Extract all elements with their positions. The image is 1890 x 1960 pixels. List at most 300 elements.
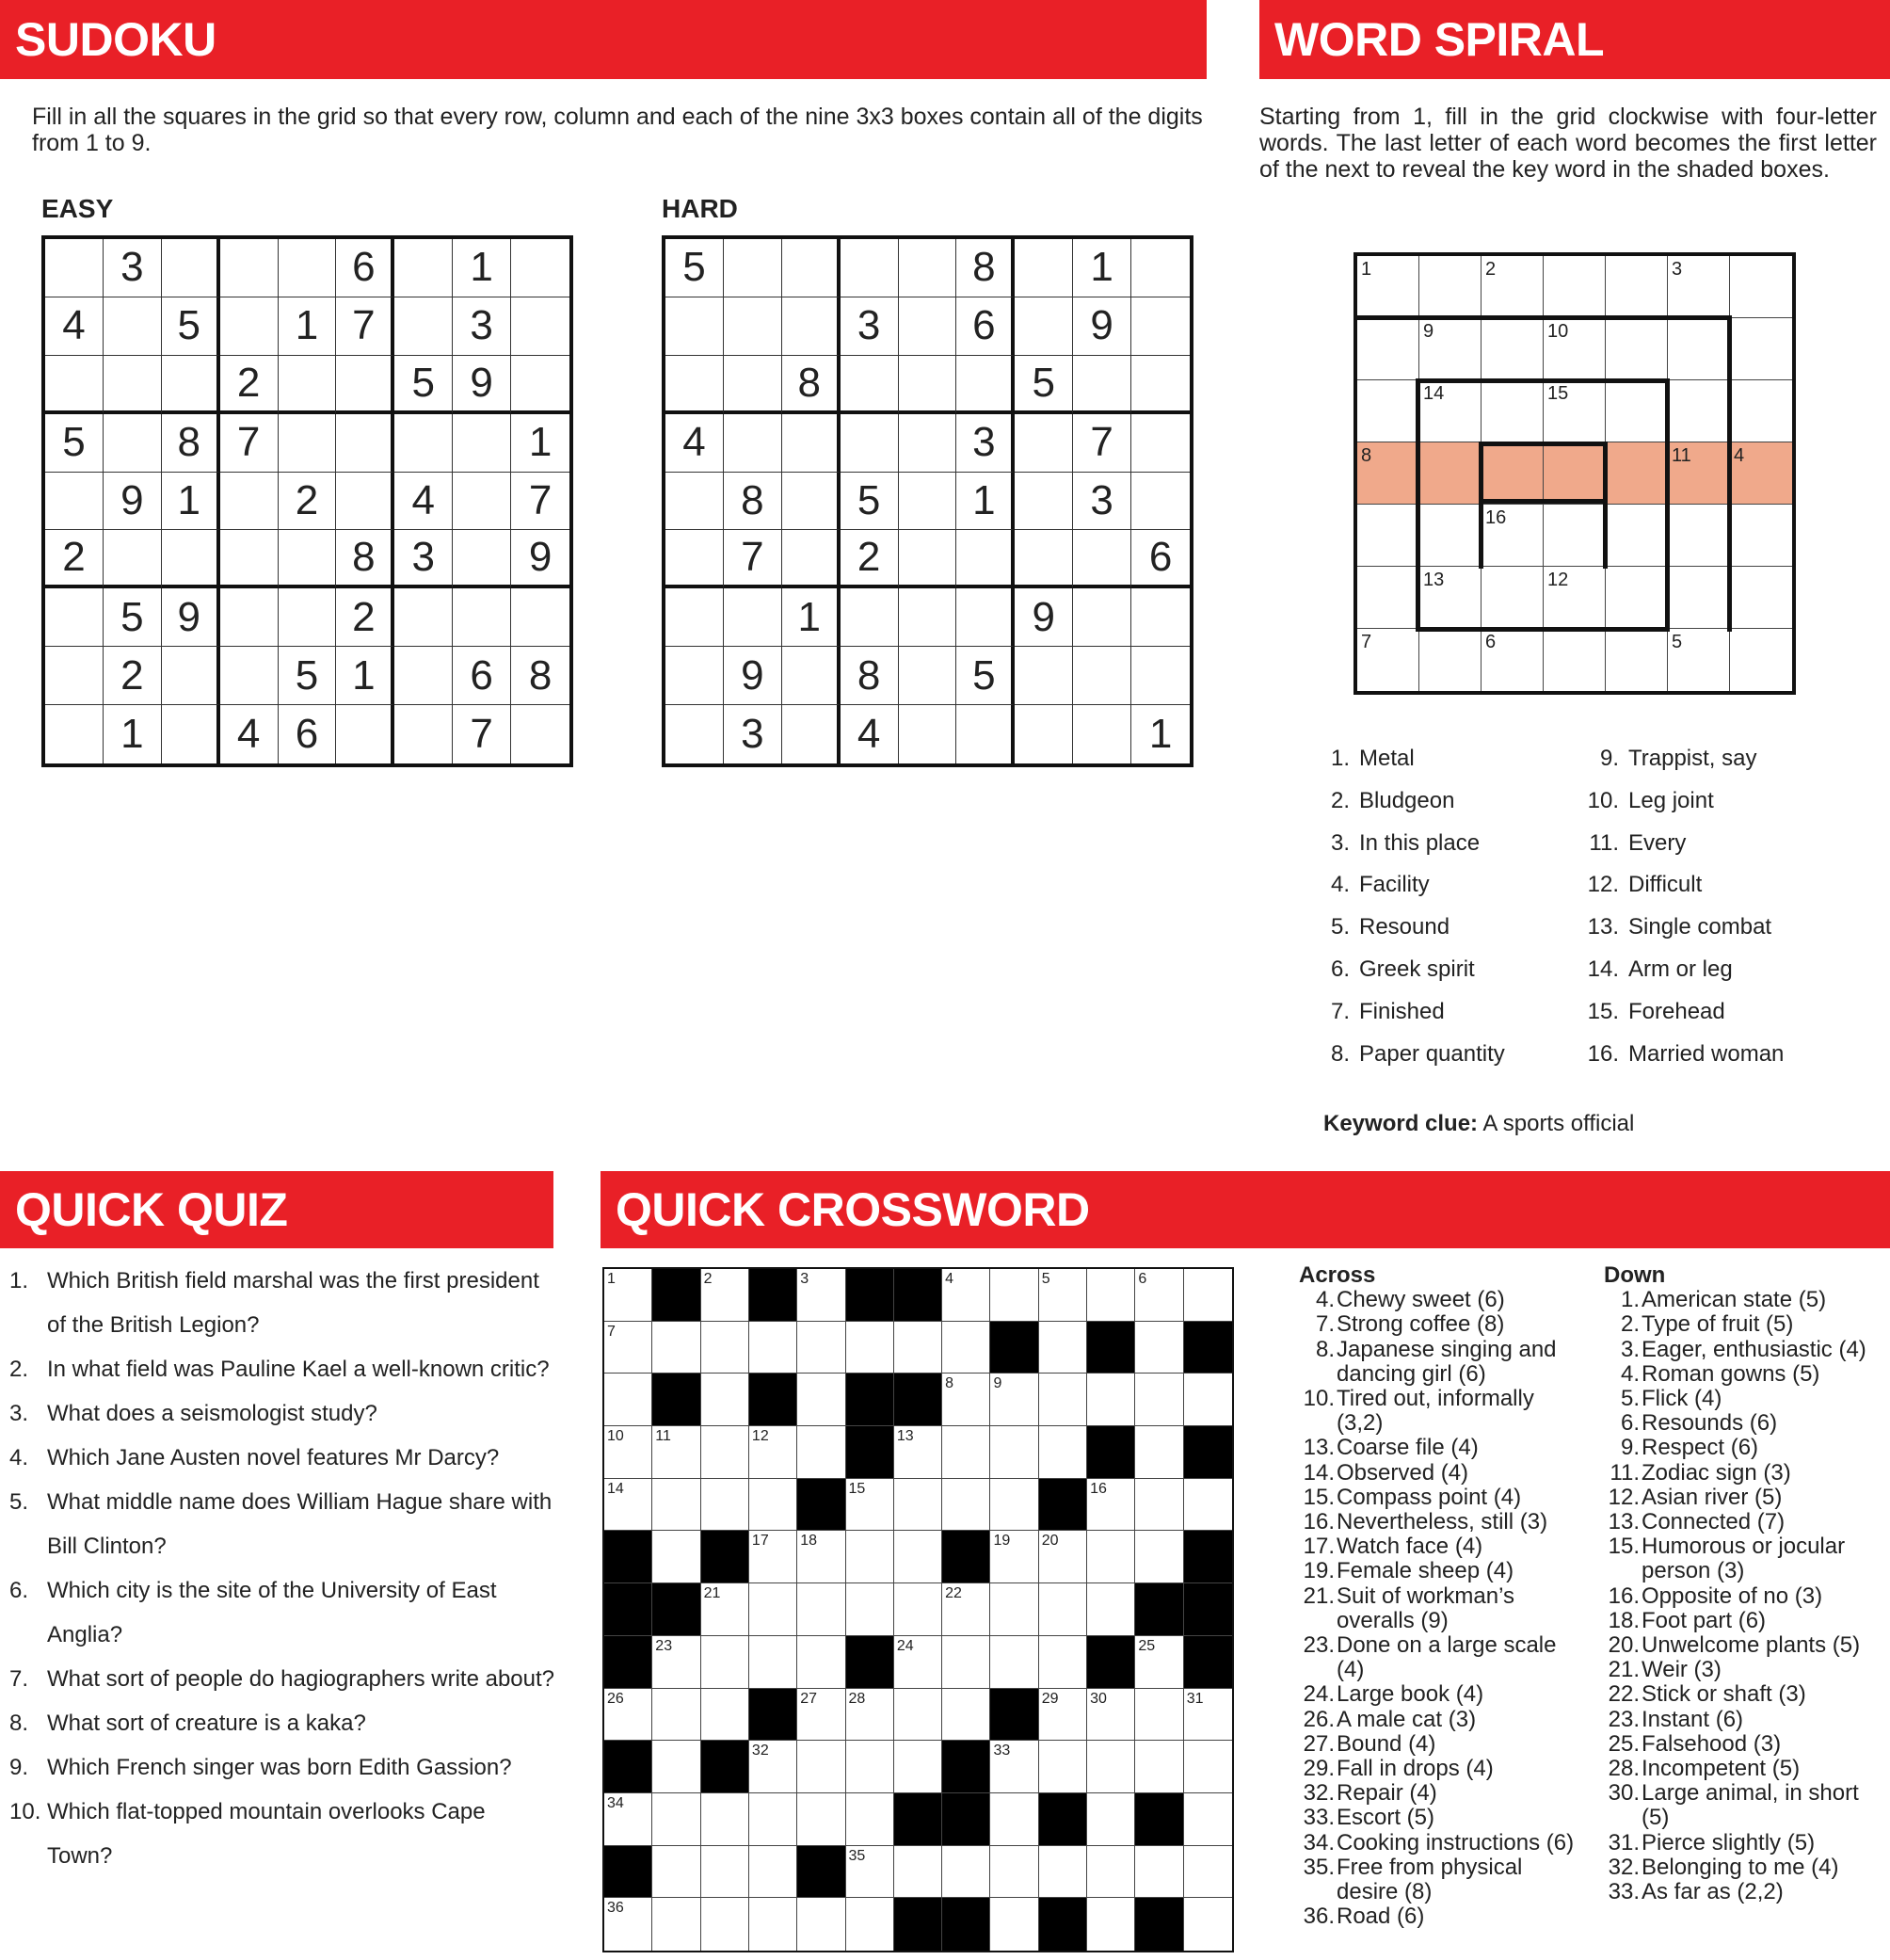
sudoku-cell[interactable]	[45, 705, 104, 763]
crossword-cell[interactable]	[1039, 1269, 1087, 1322]
crossword-cell[interactable]	[846, 1846, 894, 1899]
crossword-cell[interactable]	[942, 1479, 990, 1532]
sudoku-cell[interactable]	[45, 588, 104, 647]
crossword-cell[interactable]	[1039, 1322, 1087, 1374]
sudoku-cell[interactable]	[45, 647, 104, 705]
sudoku-cell[interactable]: 7	[336, 297, 394, 356]
sudoku-cell[interactable]: 1	[279, 297, 337, 356]
sudoku-cell[interactable]	[724, 239, 782, 297]
spiral-cell[interactable]	[1668, 380, 1730, 442]
sudoku-cell[interactable]: 9	[511, 530, 569, 588]
sudoku-cell[interactable]: 2	[336, 588, 394, 647]
sudoku-cell[interactable]: 3	[394, 530, 453, 588]
crossword-cell[interactable]	[1039, 1846, 1087, 1899]
sudoku-cell[interactable]	[1015, 705, 1073, 763]
sudoku-cell[interactable]	[1015, 530, 1073, 588]
crossword-cell[interactable]	[846, 1479, 894, 1532]
sudoku-cell[interactable]	[1131, 473, 1190, 531]
crossword-cell[interactable]	[894, 1689, 942, 1742]
crossword-cell[interactable]	[846, 1689, 894, 1742]
sudoku-cell[interactable]	[162, 530, 220, 588]
crossword-cell[interactable]	[990, 1636, 1038, 1689]
sudoku-cell[interactable]	[841, 239, 899, 297]
crossword-cell[interactable]	[1184, 1898, 1232, 1951]
crossword-cell[interactable]	[797, 1636, 845, 1689]
sudoku-cell[interactable]	[665, 705, 724, 763]
crossword-cell[interactable]	[846, 1531, 894, 1583]
spiral-cell[interactable]	[1668, 442, 1730, 505]
crossword-cell[interactable]	[701, 1689, 749, 1742]
crossword-cell[interactable]	[701, 1636, 749, 1689]
crossword-cell[interactable]	[749, 1846, 797, 1899]
crossword-cell[interactable]	[990, 1583, 1038, 1636]
crossword-cell[interactable]	[942, 1426, 990, 1479]
spiral-cell[interactable]	[1606, 380, 1668, 442]
sudoku-cell[interactable]	[220, 297, 279, 356]
crossword-cell[interactable]	[1087, 1531, 1135, 1583]
crossword-cell[interactable]	[942, 1689, 990, 1742]
crossword-cell[interactable]	[604, 1426, 652, 1479]
crossword-cell[interactable]	[846, 1898, 894, 1951]
sudoku-cell[interactable]: 6	[1131, 530, 1190, 588]
crossword-cell[interactable]	[749, 1322, 797, 1374]
sudoku-cell[interactable]	[899, 588, 957, 647]
crossword-cell[interactable]	[652, 1793, 700, 1846]
spiral-cell[interactable]	[1482, 629, 1544, 691]
sudoku-cell[interactable]: 9	[1073, 297, 1131, 356]
sudoku-cell[interactable]	[1073, 356, 1131, 414]
crossword-cell[interactable]	[797, 1426, 845, 1479]
sudoku-cell[interactable]: 3	[956, 414, 1015, 473]
sudoku-cell[interactable]	[665, 297, 724, 356]
sudoku-cell[interactable]	[956, 588, 1015, 647]
sudoku-cell[interactable]	[104, 297, 162, 356]
spiral-cell[interactable]	[1668, 505, 1730, 567]
sudoku-cell[interactable]: 3	[104, 239, 162, 297]
sudoku-cell[interactable]: 1	[511, 414, 569, 473]
crossword-cell[interactable]	[1135, 1322, 1183, 1374]
sudoku-cell[interactable]	[511, 588, 569, 647]
sudoku-cell[interactable]: 3	[841, 297, 899, 356]
sudoku-cell[interactable]: 4	[841, 705, 899, 763]
sudoku-cell[interactable]: 9	[104, 473, 162, 531]
spiral-cell[interactable]	[1357, 256, 1419, 318]
crossword-cell[interactable]	[652, 1426, 700, 1479]
sudoku-cell[interactable]	[782, 297, 841, 356]
crossword-cell[interactable]	[942, 1322, 990, 1374]
crossword-cell[interactable]	[701, 1426, 749, 1479]
crossword-cell[interactable]	[797, 1898, 845, 1951]
crossword-cell[interactable]	[1135, 1636, 1183, 1689]
sudoku-cell[interactable]: 1	[1148, 711, 1173, 758]
sudoku-cell[interactable]	[162, 239, 220, 297]
sudoku-cell[interactable]	[511, 297, 569, 356]
sudoku-cell[interactable]	[899, 530, 957, 588]
spiral-cell[interactable]	[1357, 442, 1419, 505]
sudoku-cell[interactable]: 9	[162, 588, 220, 647]
spiral-cell[interactable]	[1606, 256, 1668, 318]
sudoku-cell[interactable]	[1073, 705, 1131, 763]
sudoku-cell[interactable]: 3	[1073, 473, 1131, 531]
spiral-cell[interactable]	[1730, 505, 1792, 567]
crossword-cell[interactable]	[1087, 1689, 1135, 1742]
sudoku-cell[interactable]	[45, 356, 104, 414]
spiral-cell[interactable]	[1730, 256, 1792, 318]
spiral-cell[interactable]	[1357, 629, 1419, 691]
crossword-cell[interactable]	[1184, 1269, 1232, 1322]
crossword-cell[interactable]	[749, 1531, 797, 1583]
sudoku-cell[interactable]: 5	[1015, 356, 1073, 414]
crossword-cell[interactable]	[749, 1426, 797, 1479]
crossword-cell[interactable]	[797, 1531, 845, 1583]
crossword-cell[interactable]	[1184, 1793, 1232, 1846]
crossword-cell[interactable]	[749, 1583, 797, 1636]
sudoku-cell[interactable]	[782, 239, 841, 297]
spiral-cell[interactable]	[1419, 442, 1482, 505]
crossword-cell[interactable]	[604, 1269, 652, 1322]
crossword-cell[interactable]	[942, 1269, 990, 1322]
sudoku-cell[interactable]	[394, 588, 453, 647]
crossword-cell[interactable]	[894, 1426, 942, 1479]
crossword-cell[interactable]	[1039, 1583, 1087, 1636]
crossword-cell[interactable]	[1184, 1689, 1232, 1742]
spiral-cell[interactable]	[1357, 567, 1419, 629]
sudoku-cell[interactable]	[665, 473, 724, 531]
sudoku-cell[interactable]	[336, 414, 394, 473]
sudoku-cell[interactable]: 2	[45, 530, 104, 588]
sudoku-cell[interactable]	[279, 414, 337, 473]
crossword-cell[interactable]	[1184, 1741, 1232, 1793]
crossword-cell[interactable]	[990, 1741, 1038, 1793]
crossword-cell[interactable]	[1039, 1531, 1087, 1583]
sudoku-cell[interactable]: 6	[956, 297, 1015, 356]
crossword-cell[interactable]	[1087, 1269, 1135, 1322]
spiral-cell[interactable]	[1482, 318, 1544, 380]
crossword-cell[interactable]	[990, 1793, 1038, 1846]
sudoku-cell[interactable]	[956, 705, 1015, 763]
sudoku-cell[interactable]	[841, 588, 899, 647]
sudoku-cell[interactable]	[162, 647, 220, 705]
sudoku-cell[interactable]	[665, 647, 724, 705]
sudoku-cell[interactable]	[1015, 414, 1073, 473]
sudoku-cell[interactable]: 7	[220, 414, 279, 473]
spiral-cell[interactable]	[1357, 318, 1419, 380]
crossword-cell[interactable]	[1087, 1741, 1135, 1793]
spiral-cell[interactable]	[1730, 380, 1792, 442]
spiral-cell[interactable]	[1606, 629, 1668, 691]
crossword-cell[interactable]	[1087, 1374, 1135, 1426]
crossword-cell[interactable]	[749, 1479, 797, 1532]
spiral-cell[interactable]	[1482, 380, 1544, 442]
crossword-cell[interactable]	[1087, 1479, 1135, 1532]
sudoku-cell[interactable]: 4	[220, 705, 279, 763]
crossword-cell[interactable]	[749, 1793, 797, 1846]
sudoku-cell[interactable]	[1015, 647, 1073, 705]
crossword-cell[interactable]	[604, 1793, 652, 1846]
crossword-cell[interactable]	[990, 1479, 1038, 1532]
crossword-cell[interactable]	[894, 1583, 942, 1636]
sudoku-cell[interactable]	[782, 530, 841, 588]
sudoku-cell[interactable]	[782, 705, 841, 763]
sudoku-cell[interactable]	[162, 356, 220, 414]
sudoku-cell[interactable]	[724, 297, 782, 356]
sudoku-cell[interactable]: 1	[104, 705, 162, 763]
sudoku-cell[interactable]	[394, 647, 453, 705]
sudoku-cell[interactable]: 8	[782, 356, 841, 414]
sudoku-cell[interactable]	[394, 239, 453, 297]
crossword-cell[interactable]	[652, 1479, 700, 1532]
spiral-cell[interactable]	[1419, 567, 1482, 629]
sudoku-cell[interactable]: 9	[1015, 588, 1073, 647]
sudoku-cell[interactable]	[841, 414, 899, 473]
crossword-cell[interactable]	[797, 1583, 845, 1636]
sudoku-cell[interactable]	[162, 705, 220, 763]
sudoku-cell[interactable]	[394, 297, 453, 356]
spiral-cell[interactable]	[1730, 442, 1792, 505]
sudoku-cell[interactable]: 2	[841, 530, 899, 588]
crossword-cell[interactable]	[1135, 1531, 1183, 1583]
crossword-cell[interactable]	[797, 1741, 845, 1793]
crossword-cell[interactable]	[797, 1793, 845, 1846]
spiral-cell[interactable]	[1544, 629, 1606, 691]
spiral-cell[interactable]	[1606, 505, 1668, 567]
crossword-cell[interactable]	[990, 1374, 1038, 1426]
sudoku-cell[interactable]: 3	[453, 297, 511, 356]
crossword-cell[interactable]	[1184, 1846, 1232, 1899]
sudoku-cell[interactable]	[899, 647, 957, 705]
crossword-cell[interactable]	[1135, 1479, 1183, 1532]
sudoku-cell[interactable]: 9	[724, 647, 782, 705]
sudoku-cell[interactable]	[279, 588, 337, 647]
crossword-cell[interactable]	[652, 1741, 700, 1793]
crossword-cell[interactable]	[797, 1269, 845, 1322]
crossword-cell[interactable]	[1087, 1846, 1135, 1899]
spiral-cell[interactable]	[1357, 505, 1419, 567]
crossword-cell[interactable]	[894, 1741, 942, 1793]
crossword-cell[interactable]	[1039, 1741, 1087, 1793]
sudoku-cell[interactable]	[1073, 530, 1131, 588]
sudoku-cell[interactable]: 2	[220, 356, 279, 414]
sudoku-cell[interactable]: 2	[104, 647, 162, 705]
crossword-cell[interactable]	[701, 1793, 749, 1846]
sudoku-cell[interactable]: 7	[453, 705, 511, 763]
crossword-cell[interactable]	[604, 1322, 652, 1374]
sudoku-cell[interactable]	[899, 239, 957, 297]
crossword-cell[interactable]	[942, 1846, 990, 1899]
spiral-cell[interactable]	[1419, 380, 1482, 442]
crossword-cell[interactable]	[652, 1322, 700, 1374]
spiral-cell[interactable]	[1606, 318, 1668, 380]
sudoku-cell[interactable]	[1073, 588, 1131, 647]
crossword-cell[interactable]	[797, 1374, 845, 1426]
crossword-cell[interactable]	[701, 1479, 749, 1532]
sudoku-cell[interactable]: 1	[336, 647, 394, 705]
sudoku-cell[interactable]: 8	[956, 239, 1015, 297]
sudoku-cell[interactable]	[453, 473, 511, 531]
spiral-cell[interactable]	[1668, 629, 1730, 691]
crossword-cell[interactable]	[1039, 1374, 1087, 1426]
spiral-cell[interactable]	[1668, 318, 1730, 380]
crossword-cell[interactable]	[1087, 1898, 1135, 1951]
crossword-cell[interactable]	[990, 1269, 1038, 1322]
crossword-cell[interactable]	[1039, 1689, 1087, 1742]
crossword-cell[interactable]	[652, 1636, 700, 1689]
crossword-cell[interactable]	[652, 1846, 700, 1899]
crossword-cell[interactable]	[652, 1898, 700, 1951]
sudoku-cell[interactable]	[1015, 473, 1073, 531]
sudoku-cell[interactable]: 4	[665, 414, 724, 473]
crossword-cell[interactable]	[797, 1689, 845, 1742]
sudoku-cell[interactable]: 9	[453, 356, 511, 414]
sudoku-cell[interactable]	[511, 705, 569, 763]
sudoku-cell[interactable]	[1131, 647, 1190, 705]
crossword-cell[interactable]	[942, 1636, 990, 1689]
crossword-cell[interactable]	[797, 1322, 845, 1374]
sudoku-cell[interactable]	[104, 414, 162, 473]
sudoku-cell[interactable]: 5	[665, 239, 724, 297]
crossword-cell[interactable]	[701, 1322, 749, 1374]
sudoku-cell[interactable]: 8	[162, 414, 220, 473]
sudoku-cell[interactable]	[220, 647, 279, 705]
sudoku-cell[interactable]	[841, 356, 899, 414]
crossword-cell[interactable]	[701, 1583, 749, 1636]
crossword-cell[interactable]	[749, 1741, 797, 1793]
sudoku-cell[interactable]	[1015, 297, 1073, 356]
sudoku-cell[interactable]: 3	[724, 705, 782, 763]
spiral-cell[interactable]	[1482, 442, 1544, 505]
sudoku-cell[interactable]	[665, 530, 724, 588]
spiral-cell[interactable]	[1544, 380, 1606, 442]
sudoku-cell[interactable]	[45, 239, 104, 297]
sudoku-cell[interactable]: 8	[841, 647, 899, 705]
crossword-cell[interactable]	[1135, 1374, 1183, 1426]
crossword-cell[interactable]	[846, 1322, 894, 1374]
sudoku-cell[interactable]: 5	[956, 647, 1015, 705]
sudoku-cell[interactable]	[279, 356, 337, 414]
crossword-cell[interactable]	[1087, 1583, 1135, 1636]
crossword-cell[interactable]	[652, 1689, 700, 1742]
sudoku-cell[interactable]: 6	[279, 705, 337, 763]
sudoku-cell[interactable]	[336, 705, 394, 763]
sudoku-cell[interactable]	[899, 414, 957, 473]
sudoku-cell[interactable]: 5	[841, 473, 899, 531]
spiral-cell[interactable]	[1730, 318, 1792, 380]
sudoku-cell[interactable]	[220, 239, 279, 297]
sudoku-cell[interactable]	[1131, 414, 1190, 473]
sudoku-cell[interactable]: 1	[453, 239, 511, 297]
crossword-cell[interactable]	[990, 1898, 1038, 1951]
spiral-cell[interactable]	[1419, 629, 1482, 691]
crossword-cell[interactable]	[701, 1269, 749, 1322]
crossword-cell[interactable]	[990, 1846, 1038, 1899]
sudoku-cell[interactable]: 8	[724, 473, 782, 531]
crossword-cell[interactable]	[990, 1426, 1038, 1479]
spiral-cell[interactable]	[1544, 442, 1606, 505]
sudoku-cell[interactable]	[453, 530, 511, 588]
sudoku-cell[interactable]	[782, 473, 841, 531]
spiral-cell[interactable]	[1419, 256, 1482, 318]
spiral-cell[interactable]	[1730, 629, 1792, 691]
sudoku-cell[interactable]	[104, 356, 162, 414]
sudoku-cell[interactable]: 6	[336, 239, 394, 297]
sudoku-cell[interactable]: 1	[162, 473, 220, 531]
spiral-cell[interactable]	[1544, 318, 1606, 380]
sudoku-cell[interactable]: 5	[279, 647, 337, 705]
crossword-cell[interactable]	[701, 1846, 749, 1899]
crossword-cell[interactable]	[1087, 1793, 1135, 1846]
sudoku-cell[interactable]	[782, 414, 841, 473]
sudoku-cell[interactable]	[899, 473, 957, 531]
crossword-cell[interactable]	[701, 1898, 749, 1951]
sudoku-cell[interactable]	[453, 588, 511, 647]
spiral-cell[interactable]	[1482, 505, 1544, 567]
crossword-cell[interactable]	[604, 1479, 652, 1532]
spiral-cell[interactable]	[1668, 256, 1730, 318]
sudoku-cell[interactable]	[220, 473, 279, 531]
sudoku-cell[interactable]	[1131, 356, 1190, 414]
crossword-cell[interactable]	[652, 1531, 700, 1583]
crossword-cell[interactable]	[604, 1374, 652, 1426]
spiral-cell[interactable]	[1482, 256, 1544, 318]
sudoku-cell[interactable]	[336, 356, 394, 414]
crossword-cell[interactable]	[1184, 1374, 1232, 1426]
sudoku-cell[interactable]	[394, 705, 453, 763]
sudoku-cell[interactable]	[1131, 239, 1190, 297]
spiral-cell[interactable]	[1357, 380, 1419, 442]
sudoku-cell[interactable]	[1015, 239, 1073, 297]
sudoku-cell[interactable]	[1073, 647, 1131, 705]
crossword-cell[interactable]	[1039, 1636, 1087, 1689]
crossword-cell[interactable]	[942, 1583, 990, 1636]
spiral-cell[interactable]	[1544, 505, 1606, 567]
spiral-cell[interactable]	[1730, 567, 1792, 629]
sudoku-cell[interactable]	[279, 239, 337, 297]
sudoku-cell[interactable]	[956, 356, 1015, 414]
crossword-cell[interactable]	[894, 1479, 942, 1532]
crossword-cell[interactable]	[846, 1793, 894, 1846]
sudoku-cell[interactable]	[511, 356, 569, 414]
crossword-cell[interactable]	[990, 1531, 1038, 1583]
crossword-cell[interactable]	[846, 1741, 894, 1793]
sudoku-cell[interactable]	[336, 473, 394, 531]
sudoku-cell[interactable]: 4	[45, 297, 104, 356]
sudoku-cell[interactable]: 1	[1073, 239, 1131, 297]
sudoku-cell[interactable]	[782, 647, 841, 705]
sudoku-cell[interactable]	[45, 473, 104, 531]
sudoku-cell[interactable]	[665, 356, 724, 414]
sudoku-cell[interactable]: 5	[162, 297, 220, 356]
crossword-cell[interactable]	[1135, 1269, 1183, 1322]
spiral-cell[interactable]	[1606, 567, 1668, 629]
crossword-cell[interactable]	[604, 1898, 652, 1951]
sudoku-cell[interactable]: 7	[511, 473, 569, 531]
spiral-cell[interactable]	[1419, 318, 1482, 380]
sudoku-cell[interactable]	[665, 588, 724, 647]
sudoku-cell[interactable]: 5	[394, 356, 453, 414]
sudoku-cell[interactable]	[453, 414, 511, 473]
sudoku-cell[interactable]: 4	[394, 473, 453, 531]
sudoku-cell[interactable]: 1	[782, 588, 841, 647]
sudoku-cell[interactable]	[724, 588, 782, 647]
crossword-cell[interactable]	[894, 1846, 942, 1899]
spiral-cell[interactable]	[1606, 442, 1668, 505]
sudoku-cell[interactable]	[724, 414, 782, 473]
sudoku-cell[interactable]	[104, 530, 162, 588]
sudoku-cell[interactable]	[220, 588, 279, 647]
sudoku-cell[interactable]	[1131, 297, 1190, 356]
sudoku-cell[interactable]	[724, 356, 782, 414]
sudoku-cell[interactable]	[899, 356, 957, 414]
